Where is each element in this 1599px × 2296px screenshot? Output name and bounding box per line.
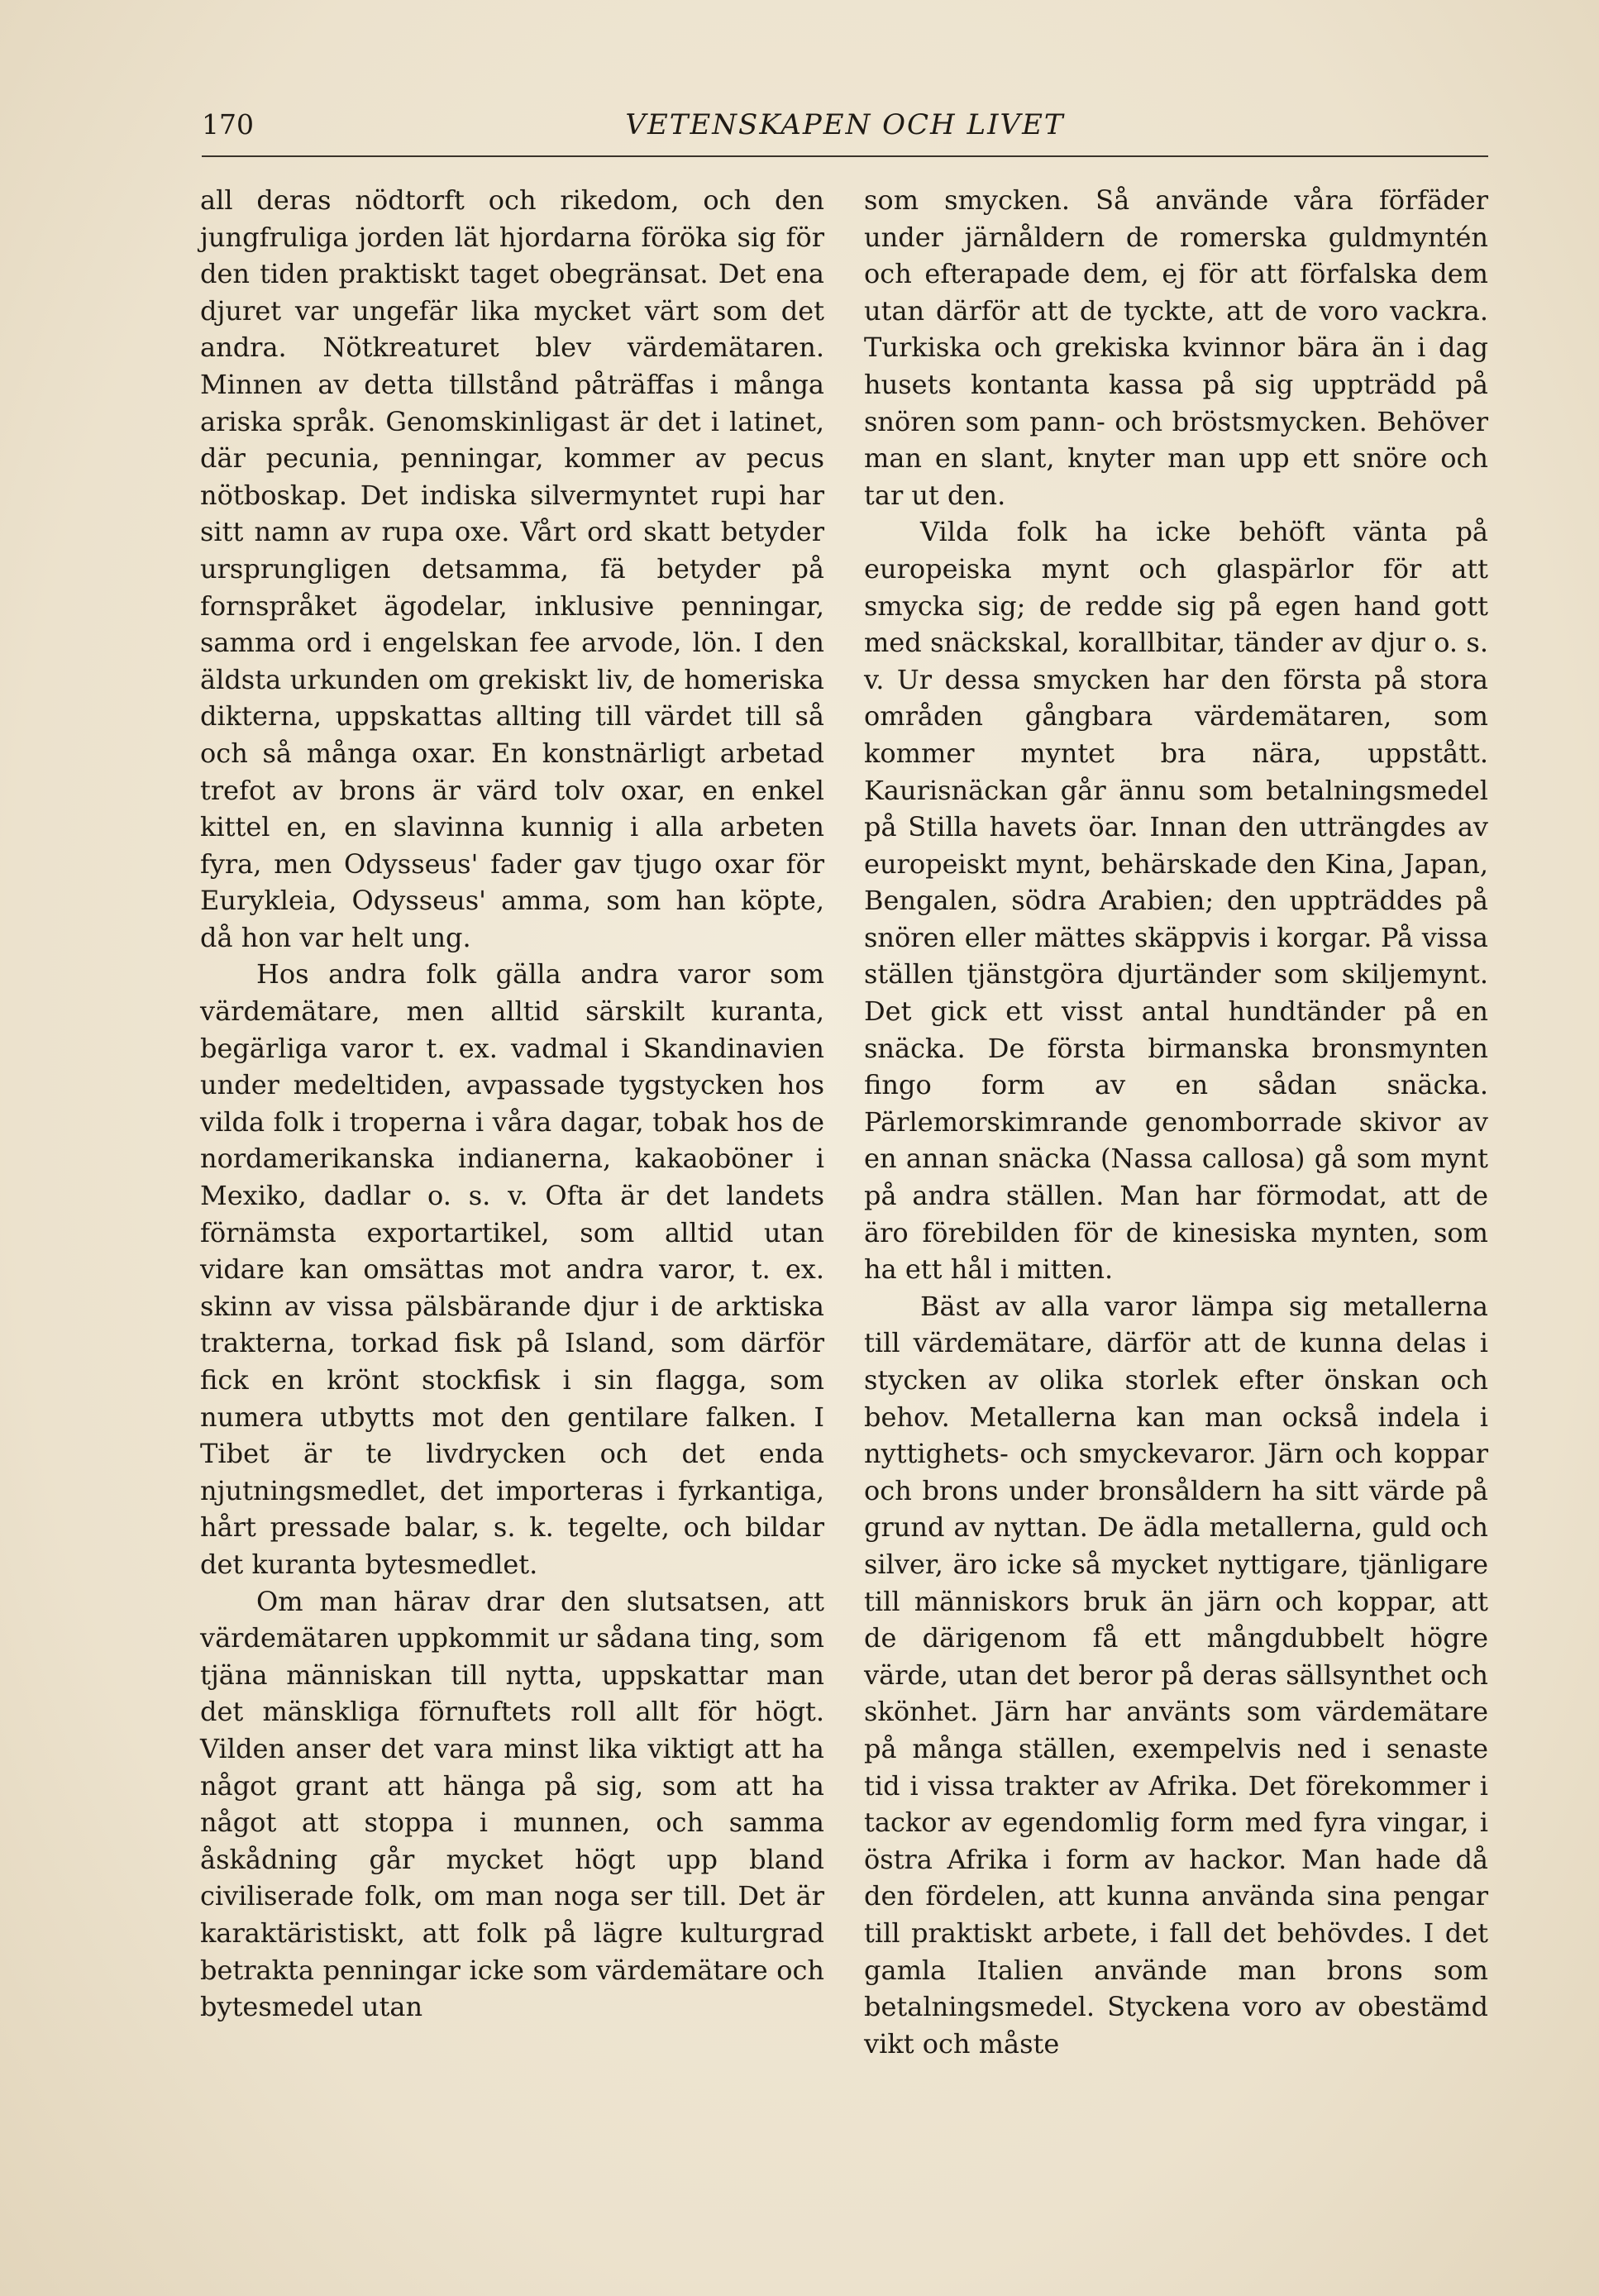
right-column	[864, 182, 1488, 2062]
paragraph: Bäst av alla varor lämpa sig metallerna till värdemätare, därför att de kunna delas i stycken av olika storlek efter önskan och behov. Metallerna kan man också indela i nyttighets- och smyckevaror. Järn och koppar och brons under bronsåldern ha sitt värde på grund av nyttan. De ädla metallerna, guld och silver, äro icke så mycket nyttigare, tjänligare till människors bruk än järn och koppar, att de därigenom få ett mångdubbelt högre värde, utan det beror på deras sällsynthet och skönhet. Järn har använts som värdemätare på många ställen, exempelvis ned i senaste tid i vissa trakter av Afrika. Det förekommer i tackor av egendomlig form med fyra vingar, i östra Afrika i form av hackor. Man hade då den fördelen, att kunna använda sina pengar till praktiskt arbete, i fall det behövdes. I det gamla Italien använde man brons som betalningsmedel. Styckena voro av obestämd vikt och måste	[864, 1290, 1488, 2060]
paragraph: Hos andra folk gälla andra varor som värdemätare, men alltid särskilt kuranta, begärliga varor t. ex. vadmal i Skandinavien under medeltiden, avpassade tygstycken hos vilda folk i troperna i våra dagar, tobak hos de nordamerikanska indianerna, kakaoböner i Mexiko, dadlar o. s. v. Ofta är det landets förnämsta exportartikel, som alltid utan vidare kan omsättas mot andra varor, t. ex. skinn av vissa pälsbärande djur i de arktiska trakterna, torkad fisk på Island, som därför fick en krönt stockfisk i sin flagga, som numera utbytts mot den gentilare falken. I Tibet är te livdrycken och det enda njutningsmedlet, det importeras i fyrkantiga, hårt pressade balar, s. k. tegelte, och bildar det kuranta bytesmedlet.	[200, 958, 824, 1580]
page-header	[202, 106, 1488, 157]
running-title: VETENSKAPEN OCH LIVET	[625, 108, 1065, 141]
page-number: 170	[202, 108, 254, 141]
paragraph: Vilda folk ha icke behöft vänta på europeiska mynt och glaspärlor för att smycka sig; de redde sig på egen hand gott med snäckskal, korallbitar, tänder av djur o. s. v. Ur dessa smycken har den första på stora områden gångbara värdemätaren, som kommer myntet bra nära, uppstått. Kaurisnäckan går ännu som betalningsmedel på Stilla havets öar. Innan den utträngdes av europeiskt mynt, behärskade den Kina, Japan, Bengalen, södra Arabien; den uppträddes på snören eller mättes skäppvis i korgar. På vissa ställen tjänstgöra djurtänder som skiljemynt. Det gick ett visst antal hundtänder på en snäcka. De första birmanska bronsmynten fingo form av en sådan snäcka. Pärlemorskimrande genomborrade skivor av en annan snäcka (Nassa callosa) gå som mynt på andra ställen. Man har förmodat, att de äro förebilden för de kinesiska mynten, som ha ett hål i mitten.	[864, 516, 1488, 1286]
paragraph: all deras nödtorft och rikedom, och den jungfruliga jorden lät hjordarna föröka sig för den tiden praktiskt taget obegränsat. Det ena djuret var ungefär lika mycket värt som det andra. Nötkreaturet blev värdemätaren. Minnen av detta tillstånd påträffas i många ariska språk. Genomskinligast är det i latinet, där pecunia, penningar, kommer av pecus nötboskap. Det indiska silvermyntet rupi har sitt namn av rupa oxe. Vårt ord skatt betyder ursprungligen detsamma, fä betyder på fornspråket ägodelar, inklusive penningar, samma ord i engelskan fee arvode, lön. I den äldsta urkunden om grekiskt liv, de homeriska dikterna, uppskattas allting till värdet till så och så många oxar. En konstnärligt arbetad trefot av brons är värd tolv oxar, en enkel kittel en, en slavinna kunnig i alla arbeten fyra, men Odysseus' fader gav tjugo oxar för Eurykleia, Odysseus' amma, som han köpte, då hon var helt ung.	[200, 184, 824, 953]
paragraph: Om man härav drar den slutsatsen, att värdemätaren uppkommit ur sådana ting, som tjäna människan till nytta, uppskattar man det mänskliga förnuftets roll allt för högt. Vilden anser det vara minst lika viktigt att ha något grant att hänga på sig, som att ha något att stoppa i munnen, och samma åskådning går mycket högt upp bland civiliserade folk, om man noga ser till. Det är karaktäristiskt, att folk på lägre kulturgrad betrakta penningar icke som värdemätare och bytesmedel utan	[200, 1585, 824, 2023]
paragraph: som smycken. Så använde våra förfäder under järnåldern de romerska guldmyntén och efterapade dem, ej för att förfalska dem utan därför att de tyckte, att de voro vackra. Turkiska och grekiska kvinnor bära än i dag husets kontanta kassa på sig uppträdd på snören som pann- och bröstsmycken. Behöver man en slant, knyter man upp ett snöre och tar ut den.	[864, 184, 1488, 511]
left-column	[200, 182, 824, 2026]
